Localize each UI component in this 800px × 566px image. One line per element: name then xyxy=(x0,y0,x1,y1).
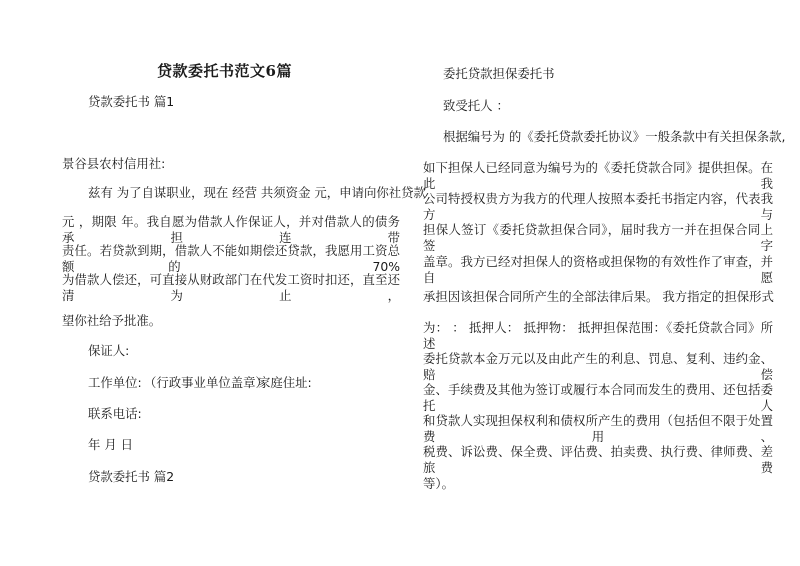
body-line: 兹有 为了自谋职业，现在 经营 共须资金 元，申请向你社贷款 xyxy=(88,185,426,200)
body-line: 为： ： 抵押人： 抵押物： 抵押担保范围：《委托贷款合同》所述 xyxy=(423,320,773,351)
document-title: 贷款委托书范文6篇 xyxy=(157,62,292,80)
right-heading: 委托贷款担保委托书 xyxy=(443,66,555,81)
body-line: 税费、诉讼费、保全费、评估费、拍卖费、执行费、律师费、差旅费 xyxy=(423,444,773,475)
work-unit-label: 工作单位: xyxy=(88,375,142,390)
date-label: 年 月 日 xyxy=(88,437,134,452)
guarantor-label: 保证人: xyxy=(88,343,130,358)
body-line: 盖章。我方已经对担保人的资格或担保物的有效性作了审查，并自愿 xyxy=(423,254,773,285)
body-line: 为借款人偿还，可直接从财政部门在代发工资时扣还，直至还清为止， xyxy=(62,272,400,303)
body-line: 如下担保人已经同意为编号为的《委托贷款合同》提供担保。在此我 xyxy=(423,160,773,191)
body-line: 和贷款人实现担保权利和债权所产生的费用（包括但不限于处置费用、 xyxy=(423,413,773,444)
body-line: 委托贷款本金万元以及由此产生的利息、罚息、复利、违约金、赔偿 xyxy=(423,351,773,382)
body-line: 担保人签订《委托贷款担保合同》，届时我方一并在担保合同上签字 xyxy=(423,222,773,253)
body-line: 望你社给予批准。 xyxy=(62,313,162,328)
body-line: 金、手续费及其他为签订或履行本合同而发生的费用、还包括委托人 xyxy=(423,382,773,413)
body-line: 元 ，期限 年。我自愿为借款人作保证人，并对借款人的债务承担连带 xyxy=(62,214,400,245)
section2-heading: 贷款委托书 篇2 xyxy=(88,469,175,484)
body-line: 承担因该担保合同所产生的全部法律后果。 我方指定的担保形式 xyxy=(423,289,774,304)
addressee: 景谷县农村信用社: xyxy=(62,156,166,171)
body-line: 责任。若贷款到期，借款人不能如期偿还贷款，我愿用工资总额的 70% xyxy=(62,243,400,274)
body-line: 公司特授权贵方为我方的代理人按照本委托书指定内容，代表我方与 xyxy=(423,191,773,222)
body-line: 根据编号为 的《委托贷款委托协议》一般条款中有关担保条款, xyxy=(443,129,786,144)
phone-label: 联系电话: xyxy=(88,406,142,421)
home-address-label: 家庭住址: xyxy=(258,375,312,390)
salutation: 致受托人 ： xyxy=(443,98,509,113)
section1-heading: 贷款委托书 篇1 xyxy=(88,94,175,109)
body-line: 等）。 xyxy=(423,476,454,491)
work-unit-note: （行政事业单位盖章） xyxy=(144,375,268,390)
